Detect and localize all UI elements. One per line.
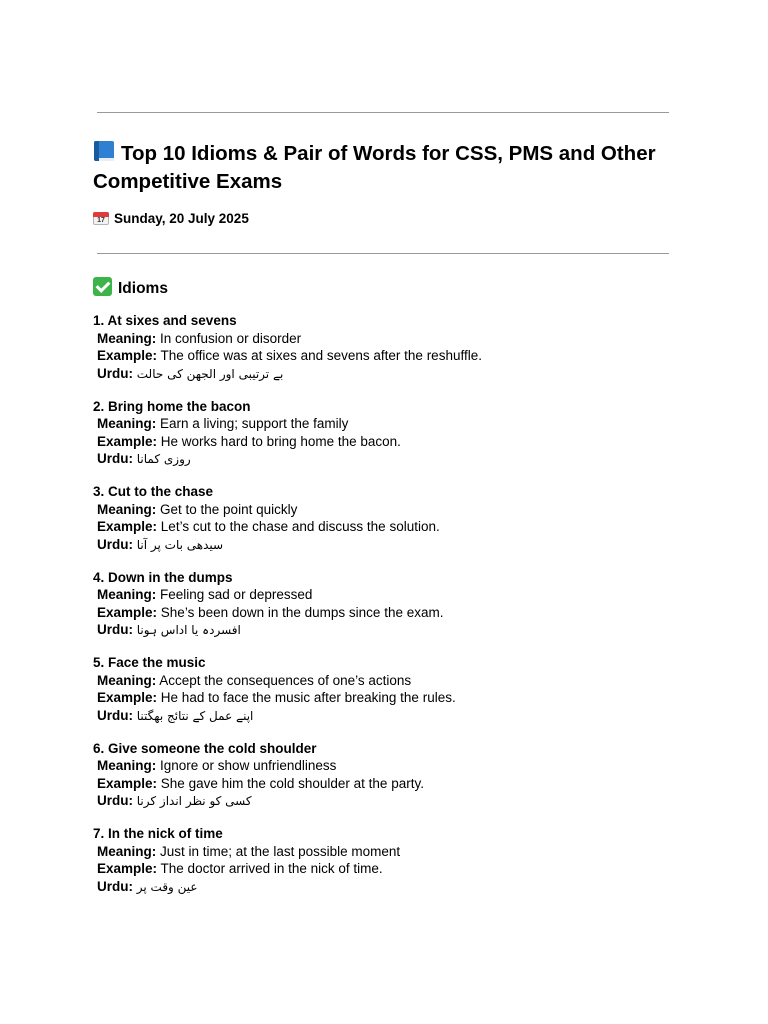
idiom-urdu (93, 792, 668, 811)
meaning-label: Meaning: (97, 587, 157, 603)
urdu-text: افسردہ یا اداس ہونا (136, 623, 241, 638)
idiom-urdu (93, 621, 668, 640)
urdu-text: کسی کو نظر انداز کرنا (136, 794, 252, 809)
urdu-label: Urdu: (97, 365, 133, 381)
idiom-example (93, 860, 668, 878)
meaning-text: Just in time; at the last possible moment (160, 843, 401, 859)
urdu-label: Urdu: (97, 622, 133, 638)
example-text: She gave him the cold shoulder at the party. (160, 775, 424, 791)
publish-date-text: Sunday, 20 July 2025 (114, 211, 249, 226)
idiom-meaning (93, 757, 668, 775)
idiom-title: 4. Down in the dumps (93, 569, 233, 585)
idiom-item (93, 569, 668, 655)
idiom-title: 3. Cut to the chase (93, 484, 214, 499)
idiom-item (93, 398, 668, 484)
idiom-title: 5. Face the music (93, 655, 206, 670)
page-title-text: Top 10 Idioms & Pair of Words for CSS, PMS and Other Competitive Exams (93, 142, 656, 193)
calendar-icon (93, 210, 109, 225)
calendar-number: 17 (97, 217, 105, 224)
meaning-text: Feeling sad or depressed (160, 587, 313, 603)
idiom-meaning (93, 586, 668, 604)
idiom-example (93, 604, 668, 622)
urdu-label: Urdu: (97, 536, 133, 552)
section-divider (97, 253, 669, 254)
idiom-item (93, 312, 668, 398)
idiom-meaning (93, 415, 668, 433)
meaning-label: Meaning: (97, 843, 157, 859)
urdu-label: Urdu: (97, 707, 133, 723)
example-text: He works hard to bring home the bacon. (160, 433, 401, 449)
urdu-text: عین وقت پر (136, 879, 198, 894)
urdu-label: Urdu: (97, 878, 133, 894)
example-label: Example: (97, 348, 158, 364)
idiom-item (93, 825, 668, 911)
page-title (93, 140, 668, 196)
check-mark-icon (93, 277, 112, 296)
idiom-urdu (93, 707, 668, 726)
idiom-example (93, 689, 668, 707)
section-heading (93, 277, 168, 299)
urdu-text: روزی کمانا (136, 452, 191, 467)
meaning-text: In confusion or disorder (160, 330, 302, 346)
idiom-title: 2. Bring home the bacon (93, 398, 251, 414)
meaning-text: Get to the point quickly (160, 501, 298, 517)
idiom-meaning (93, 501, 668, 519)
example-label: Example: (97, 775, 158, 791)
blue-book-icon (93, 140, 115, 162)
idiom-item (93, 483, 668, 569)
meaning-label: Meaning: (97, 416, 157, 432)
idiom-urdu (93, 365, 668, 384)
top-divider (97, 112, 669, 113)
urdu-label: Urdu: (97, 451, 133, 467)
meaning-label: Meaning: (97, 330, 157, 346)
example-label: Example: (97, 604, 158, 620)
idiom-urdu (93, 878, 668, 897)
idiom-urdu (93, 536, 668, 555)
urdu-text: بے ترتیبی اور الجھن کی حالت (136, 366, 284, 381)
example-text: The office was at sixes and sevens after the reshuffle. (160, 348, 482, 364)
urdu-label: Urdu: (97, 793, 133, 809)
meaning-text: Ignore or show unfriendliness (160, 758, 337, 774)
meaning-text: Accept the consequences of one’s actions (159, 672, 412, 688)
meaning-text: Earn a living; support the family (160, 416, 349, 432)
meaning-label: Meaning: (97, 672, 157, 688)
idiom-title: 6. Give someone the cold shoulder (93, 740, 317, 756)
idiom-example (93, 433, 668, 451)
publish-date (93, 210, 249, 228)
urdu-text: سیدھی بات پر آنا (136, 537, 224, 552)
section-heading-text: Idioms (118, 280, 168, 297)
idiom-meaning (93, 330, 668, 348)
idiom-title: 7. In the nick of time (93, 826, 223, 841)
idiom-example (93, 347, 668, 365)
idiom-urdu (93, 450, 668, 469)
idiom-example (93, 775, 668, 793)
idiom-meaning (93, 843, 668, 861)
example-text: The doctor arrived in the nick of time. (160, 861, 383, 877)
idiom-example (93, 518, 668, 536)
example-label: Example: (97, 433, 158, 449)
meaning-label: Meaning: (97, 501, 157, 517)
idiom-list (93, 312, 668, 911)
example-label: Example: (97, 519, 158, 535)
example-text: She’s been down in the dumps since the exam. (160, 604, 444, 620)
idiom-meaning (93, 672, 668, 690)
idiom-title: 1. At sixes and sevens (93, 313, 237, 328)
idiom-item (93, 654, 668, 740)
idiom-item (93, 740, 668, 826)
example-label: Example: (97, 690, 158, 706)
urdu-text: اپنے عمل کے نتائج بھگتنا (136, 708, 254, 723)
example-label: Example: (97, 861, 158, 877)
example-text: Let’s cut to the chase and discuss the solution. (160, 519, 440, 535)
example-text: He had to face the music after breaking the rules. (160, 690, 456, 706)
meaning-label: Meaning: (97, 758, 157, 774)
